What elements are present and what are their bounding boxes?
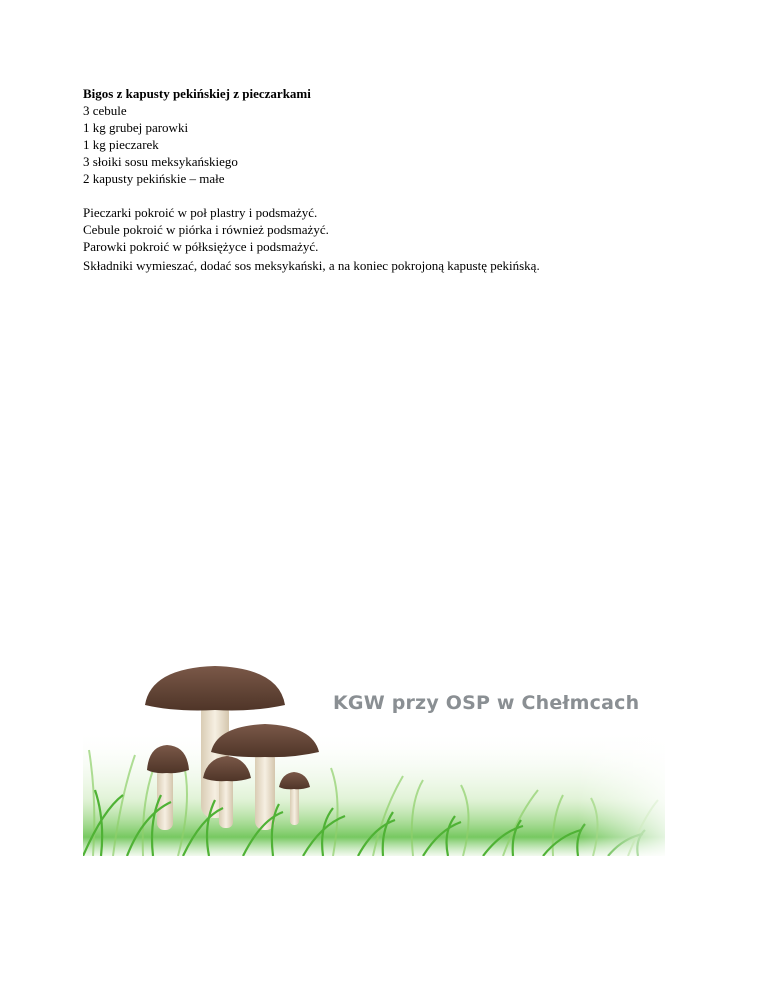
ingredient-item: 3 cebule <box>83 103 127 118</box>
organization-name: KGW przy OSP w Chełmcach <box>333 692 640 714</box>
ingredient-item: 1 kg grubej parowki <box>83 120 189 135</box>
ingredients-list <box>83 102 723 187</box>
recipe <box>83 85 723 274</box>
ingredient-item: 1 kg pieczarek <box>83 137 159 152</box>
mushroom-grass-illustration <box>83 580 665 856</box>
ingredient-item: 2 kapusty pekińskie – małe <box>83 171 225 186</box>
step-text: Cebule pokroić w piórka i również podsmażyć. <box>83 222 329 237</box>
ingredient-item: 3 słoiki sosu meksykańskiego <box>83 154 238 169</box>
step-text: Parowki pokroić w półksiężyce i podsmażyć. <box>83 239 319 254</box>
preparation-steps <box>83 204 723 274</box>
step-text: Składniki wymieszać, dodać sos meksykański, a na koniec pokrojoną kapustę pekińską. <box>83 258 540 273</box>
banner <box>83 580 665 856</box>
step-text: Pieczarki pokroić w poł plastry i podsmażyć. <box>83 205 318 220</box>
recipe-title: Bigos z kapusty pekińskiej z pieczarkami <box>83 86 311 101</box>
